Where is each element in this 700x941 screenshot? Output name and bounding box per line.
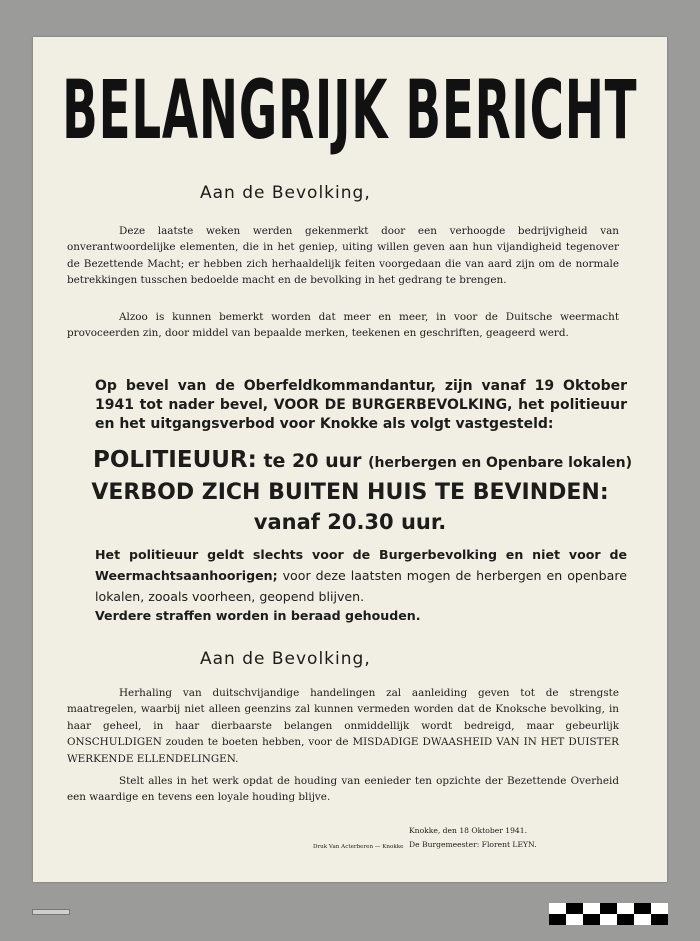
curfew-label: POLITIEUUR: [93,447,257,473]
closing-paragraph-2: Stelt alles in het werk opdat de houding van eenieder ten opzichte der Bezettende Overheid een waardige en tevens een loyale houding blijve. [67,775,619,804]
place-date: Knokke, den 18 Oktober 1941. [409,826,527,835]
rule-rest-text: voor deze laatsten mogen de herbergen en openbare lokalen, zooals voorheen, geopend blijven. [95,568,627,604]
signature-block [409,824,537,852]
curfew-note: (herbergen en Openbare lokalen) [368,455,632,471]
ban-time: vanaf 20.30 uur. [253,510,447,534]
intro-paragraph-1: Deze laatste weken werden gekenmerkt door een verhoogde bedrijvigheid van onverantwoordelijke elementen, die in het geniep, uiting willen geven aan hun vijandigheid tegenover de Bezettende Macht; er hebben zich herhaaldelijk feiten voorgedaan die van aard zijn om de normale betrekkingen tusschen bedoelde macht en de bevolking in het gedrang te brengen. [67,225,619,287]
curfew-time: te 20 uur [263,450,362,472]
salutation-2: Aan de Bevolking, [200,649,371,669]
closing-paragraph-1: Herhaling van duitschvijandige handelingen zal aanleiding geven tot de strengste maatregelen, waarbij niet alleen geenzins zal kunnen vermeden worden dat de Knoksche bevolking, in haar geheel, in haar dierbaarste belangen onmiddellijk wordt bedreigd, maar gebeurlijk ONSCHULDIGEN zouden te boeten hebben, voor de MISDADIGE DWAASHEID VAN IN HET DUISTER WERKENDE ELLENDELINGEN. [67,687,619,765]
salutation-1: Aan de Bevolking, [200,183,371,203]
order-paragraph: Op bevel van de Oberfeldkommandantur, zijn vanaf 19 Oktober 1941 tot nader bevel, VOOR DE BURGERBEVOLKING, het politieuur en het uitgangsverbod voor Knokke als volgt vastgesteld: [95,378,627,432]
mayor-signature: De Burgemeester: Florent LEYN. [409,840,537,849]
rule-paragraph [95,544,627,607]
scale-bar [549,903,668,925]
headline-text: BELANGRIJK BERICHT [62,63,638,158]
rule-bold-text: Het politieuur geldt slechts voor de Burgerbevolking en niet voor de Weermachtsaanhoorigen; [95,547,627,583]
curfew-line [93,447,633,473]
poster [33,37,667,882]
punishment-line: Verdere straffen worden in beraad gehouden. [95,608,421,623]
archive-label [32,909,70,915]
ban-line: VERBOD ZICH BUITEN HUIS TE BEVINDEN: [91,480,609,505]
headline [33,63,667,158]
intro-paragraph-2: Alzoo is kunnen bemerkt worden dat meer en meer, in voor de Duitsche weermacht provoceerden zin, door middel van bepaalde merken, teekenen en geschriften, geageerd werd. [67,311,619,340]
printer-credit: Druk Van Acterberen — Knokke [313,844,404,850]
